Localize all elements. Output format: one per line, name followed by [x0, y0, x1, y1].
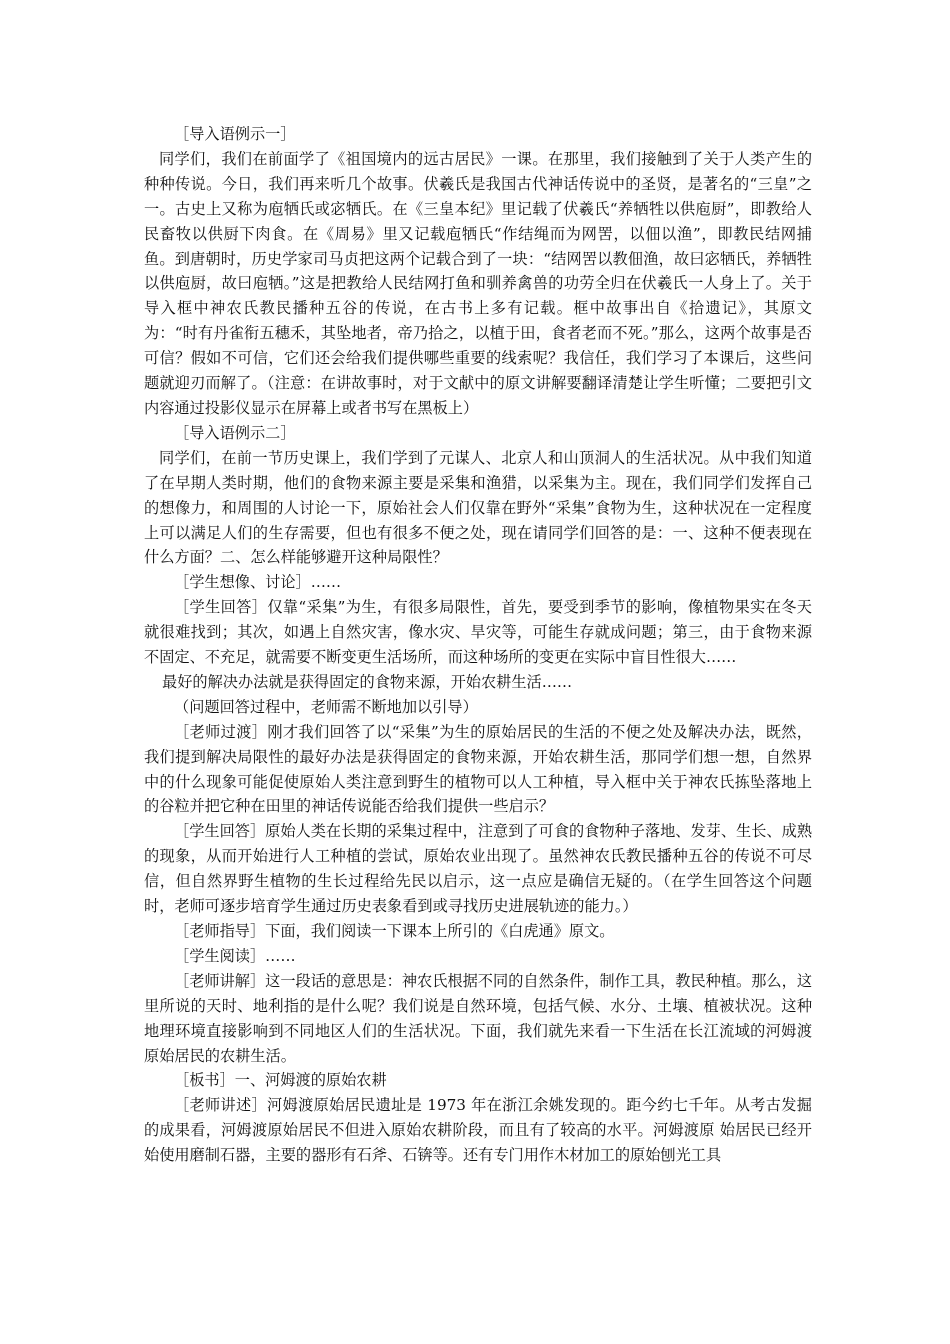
- paragraph-teacher-direction: ［老师指导］下面，我们阅读一下课本上所引的《白虎通》原文。: [174, 922, 615, 940]
- paragraph-intro-example-1-body: 同学们，我们在前面学了《祖国境内的远古居民》一课。在那里，我们接触到了关于人类产生的种种传说。今日，我们再来听几个故事。伏羲氏是我国古代神话传说中的圣贤，是著名的“三皇”之一。古史上又称为庖牺氏或宓牺氏。在《三皇本纪》里记载了伏羲氏“养牺牲以供庖厨”，即教给人民畜牧以供厨下肉食。在《周易》里又记载庖牺氏“作结绳而为网罟，以佃以渔”，即教民结网捕鱼。到唐朝时，历史学家司马贞把这两个记载合到了一块：“结网罟以教佃渔，故曰宓牺氏，养牺牲以供庖厨，故曰庖牺。”这是把教给人民结网打鱼和驯养禽兽的功劳全归在伏羲氏一人身上了。关于导入框中神农氏教民播种五谷的传说，在古书上多有记载。框中故事出自《拾遗记》，其原文为：“时有丹雀衔五穗禾，其坠地者，帝乃拾之，以植于田，食者老而不死。”那么，这两个故事是否可信？假如不可信，它们还会给我们提供哪些重要的线索呢？我信任，我们学习了本课后，这些问题就迎刃而解了。（注意：在讲故事时，对于文献中的原文讲解要翻译清楚让学生听懂；二要把引文内容通过投影仪显示在屏幕上或者书写在黑板上）: [144, 149, 812, 417]
- paragraph-student-answer-1: ［学生回答］仅靠“采集”为生，有很多局限性，首先，要受到季节的影响，像植物果实在冬天就很难找到；其次，如遇上自然灾害，像水灾、旱灾等，可能生存就成问题；第三，由于食物来源不固定、不充足，就需要不断变更生活场所，而这种场所的变更在实际中盲目性很大……: [144, 598, 812, 667]
- paragraph-teacher-explanation: ［老师讲解］这一段话的意思是：神农氏根据不同的自然条件，制作工具，教民种植。那么，这里所说的天时、地利指的是什么呢？我们说是自然环境，包括气候、水分、土壤、植被状况。这种地理环境直接影响到不同地区人们的生活状况。下面，我们就先来看一下生活在长江流域的河姆渡原始居民的农耕生活。: [144, 971, 812, 1065]
- paragraph-teacher-narration: ［老师讲述］河姆渡原始居民遗址是 1973 年在浙江余姚发现的。距今约七千年。从考古发掘的成果看，河姆渡原始居民不但进入原始农耕阶段，而且有了较高的水平。河姆渡原 始居民已经开始使用磨制石器，主要的器形有石斧、石锛等。还有专门用作木材加工的原始刨光工具: [144, 1096, 812, 1165]
- heading-intro-example-1: ［导入语例示一］: [174, 125, 296, 143]
- paragraph-best-solution: 最好的解决办法就是获得固定的食物来源，开始农耕生活……: [162, 672, 573, 691]
- heading-intro-example-2: ［导入语例示二］: [174, 423, 296, 442]
- paragraph-student-answer-2: ［学生回答］原始人类在长期的采集过程中，注意到了可食的食物种子落地、发芽、生长、成熟的现象，从而开始进行人工种植的尝试，原始农业出现了。虽然神农氏教民播种五谷的传说不可尽信，但自然界野生植物的生长过程给先民以启示，这一点应是确信无疑的。（在学生回答这个问题时，老师可逐步培育学生通过历史表象看到或寻找历史进展轨迹的能力。）: [144, 822, 812, 916]
- paragraph-intro-example-2-body: 同学们，在前一节历史课上，我们学到了元谋人、北京人和山顶洞人的生活状况。从中我们知道了在早期人类时期，他们的食物来源主要是采集和渔猎，以采集为主。现在，我们同学们发挥自己的想像力，和周围的人讨论一下，原始社会人们仅靠在野外“采集”食物为生，这种状况在一定程度上可以满足人们的生存需要，但也有很多不便之处，现在请同学们回答的是：一、这种不便表现在什么方面？二、怎么样能够避开这种局限性？: [144, 448, 812, 567]
- document-page: [144, 122, 812, 1168]
- paragraph-blackboard: ［板书］一、河姆渡的原始农耕: [174, 1071, 387, 1090]
- paragraph-teacher-transition: ［老师过渡］刚才我们回答了以“采集”为生的原始居民的生活的不便之处及解决办法，既然，我们提到解决局限性的最好办法是获得固定的食物来源，开始农耕生活，那同学们想一想，自然界中的什么现象可能促使原始人类注意到野生的植物可以人工种植，导入框中关于神农氏拣坠落地上的谷粒并把它种在田里的神话传说能否给我们提供一些启示？: [144, 722, 812, 816]
- paragraph-student-reading: ［学生阅读］……: [174, 946, 296, 965]
- paragraph-teacher-guidance-note: （问题回答过程中，老师需不断地加以引导）: [174, 697, 478, 716]
- paragraph-student-discussion: ［学生想像、讨论］……: [174, 573, 342, 592]
